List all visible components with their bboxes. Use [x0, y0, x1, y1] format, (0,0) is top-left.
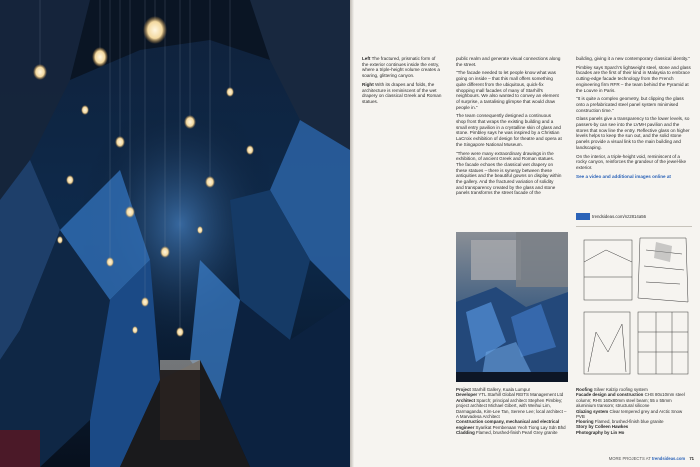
- photo-caption: [362, 56, 442, 108]
- credit-line: [576, 409, 692, 420]
- section-drawings: [576, 232, 692, 382]
- credit-label: Cladding: [456, 430, 475, 436]
- credit-label: Construction company, mechanical and electrical engineer: [456, 419, 560, 430]
- photo-credit: Photography by Lin Ho: [576, 429, 625, 435]
- credit-value: Flamed, brushed-finish Pearl Grey granite: [474, 430, 558, 436]
- web-url[interactable]: trendsideas.com/nz2814a56: [592, 214, 646, 220]
- divider: [576, 226, 692, 227]
- body-paragraph: "It is quite a complex geometry, but clipping the glass onto a prefabricated steel panel system minimised construction time.": [576, 96, 684, 113]
- supporting-images-art: [456, 232, 692, 382]
- credit-label: Facade design and construction: [576, 392, 644, 398]
- credit-label: Glazing system: [576, 408, 609, 414]
- credit-value: Flamed, brushed-finish blue granite: [593, 419, 664, 425]
- caption-left-text: The fractured, prismatic form of the exterior continues inside the entry, where a triple-height volume creates a soaring, glittering canyon.: [362, 56, 440, 79]
- body-paragraph: Pimbley says Sparch's lightweight steel, stone and glass facades are the first of their kind in Malaysia to embrace cutting-edge facade technology from the French engineering firm RFR – the team behind the Pyramid at the Louvre in Paris.: [576, 64, 691, 93]
- body-paragraph: "There were many extraordinary drawings in the exhibition, of ancient Greek and Roman statues. The facade echoes the classical wet drapery on these statues – there is synergy between these antiquities and the beautiful gowns on display within the gallery. And the fractured variation of solidity and transparency created by the glass and stone panels transforms the street facade of the: [456, 150, 562, 196]
- web-promo-text: See a video and additional images online at: [576, 173, 671, 179]
- credit-value: Sparch; principal architect Stephen Pimbley; project architect Michael Gibert, with Weihui Lim, Darmaganda, Kim-Lee Tan, Serene Lee; local architect – A Marvadesa Architect: [456, 397, 567, 420]
- web-link[interactable]: [576, 208, 692, 220]
- caption-right-label: Right: [362, 81, 374, 87]
- body-paragraph: "The facade needed to let people know what was going on inside – that this mall offers something quite different from the ubiquitous, quick-fix shopping mall facades of many of Starhill's neighbours. We also wanted to convey an element of surprise, a tantalising glimpse that would draw people in.": [456, 70, 559, 110]
- story-credit: Story by Colleen Hawkes: [576, 424, 629, 429]
- right-page: [354, 0, 700, 467]
- body-paragraph: The team consequently designed a continuous shop front that wraps the existing building and a small entry pavilion in a crystalline skin of glass and stone. Pimbley says he was inspired by a Christian LaCroix exhibition of design for theatre and opera at the Singapore National Museum.: [456, 113, 562, 147]
- body-paragraph: Glass panels give a transparency to the lower levels, so passers-by can see into the LVMH pavilion and the stores that now line the entry. Reflective glass on higher levels helps to keep the sun out, and the solid stone panels provide a visual link to the main building and landscaping.: [576, 116, 690, 150]
- credit-value: YTL Starhill Global REITS Management Ltd: [477, 392, 564, 398]
- body-paragraph: On the interior, a triple-height void, reminiscent of a rocky canyon, reinforces the grandeur of the jewel-like exterior.: [576, 153, 687, 170]
- page-number: 71: [689, 456, 694, 461]
- caption-right-text: With its drapes and folds, the architecture is reminiscent of the wet drapery on classical Greek and Roman statues.: [362, 81, 442, 104]
- credit-value: Syarikat Pembenaan Yeoh Tiong Lay Sdn Bhd: [474, 424, 566, 430]
- credit-label: Developer: [456, 392, 478, 398]
- body-paragraph: building, giving it a new contemporary classical identity.": [576, 56, 690, 61]
- body-column-2: [456, 56, 562, 199]
- project-credits-right: [576, 387, 692, 425]
- play-icon: [576, 213, 590, 220]
- page-footer: [534, 456, 694, 461]
- credit-label: Project: [456, 387, 471, 392]
- caption-left-label: Left: [362, 56, 371, 61]
- supporting-images: [456, 232, 692, 382]
- body-paragraph: public realm and generate visual connections along the street.: [456, 56, 561, 67]
- footer-prefix: MORE PROJECTS AT: [608, 456, 651, 461]
- credit-line: [456, 398, 568, 420]
- credit-value: Clear tempered grey and Arctic Snow PVB: [576, 408, 683, 420]
- credit-value: CHS 80x10mm steel column; RHS 160x80mm steel beam; 55 x 55mm aluminium transom; structural silicone: [576, 392, 685, 409]
- footer-brand-link[interactable]: trendsideas.com: [651, 456, 686, 461]
- credit-label: Architect: [456, 397, 476, 403]
- byline: [576, 424, 692, 435]
- credit-label: Flooring: [576, 419, 594, 425]
- credit-value: Starhill Gallery, Kuala Lumpur: [470, 387, 531, 392]
- credit-line: [456, 419, 568, 430]
- project-credits-left: [456, 387, 568, 436]
- credit-value: Silver Kalzip roofing system: [592, 387, 648, 392]
- credit-label: Roofing: [576, 387, 593, 392]
- credit-line: [456, 430, 568, 435]
- body-column-3: [576, 56, 692, 182]
- credit-line: [576, 392, 692, 408]
